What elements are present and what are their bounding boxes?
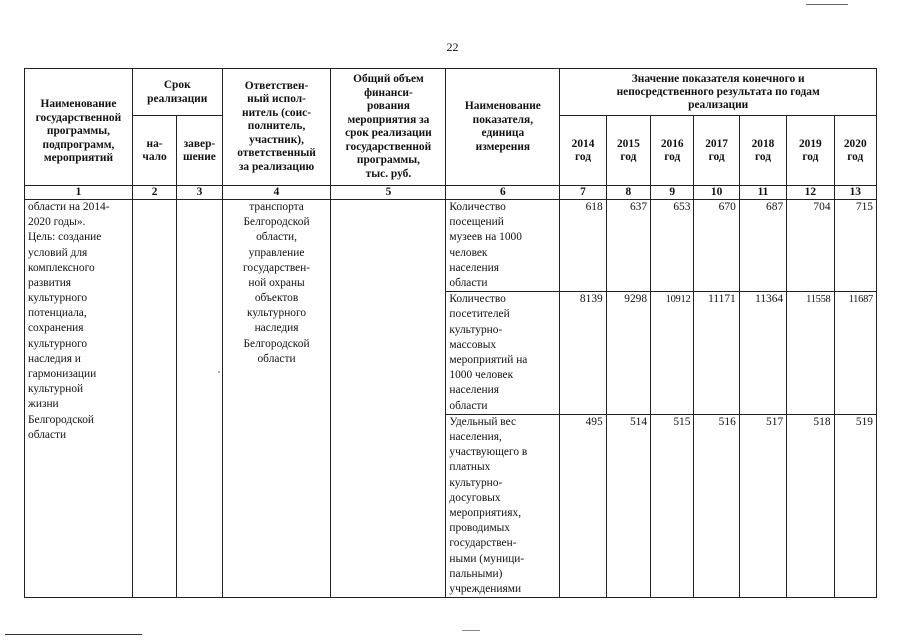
column-number: 13: [834, 186, 876, 200]
indicator-value: 653: [651, 200, 694, 292]
indicator-value: 515: [651, 414, 694, 597]
page-number: 22: [446, 40, 459, 54]
column-number: 8: [606, 186, 650, 200]
funding-cell: [331, 200, 446, 598]
indicator-value: 516: [694, 414, 739, 597]
indicator-value: 11558: [787, 292, 834, 415]
header-year: 2015 год: [606, 116, 650, 186]
column-number: 9: [651, 186, 694, 200]
scan-bottom-mark: [462, 630, 480, 631]
indicator-name: Удельный вес населения, участвующего в платных культурно- досуговых мероприятиях, проводимых государствен- ными (муници- пальными) учреждениями: [446, 414, 560, 597]
program-name-cell: [25, 200, 133, 598]
column-number: 7: [560, 186, 606, 200]
column-number: 3: [177, 186, 222, 200]
column-number: 11: [739, 186, 786, 200]
column-number: 5: [331, 186, 446, 200]
header-term-label: Срок реализации: [147, 78, 208, 105]
column-number: 4: [222, 186, 331, 200]
indicator-name: Количество посещений музеев на 1000 человек населения области: [446, 200, 560, 292]
header-year: 2017 год: [694, 116, 739, 186]
indicator-value: 514: [606, 414, 650, 597]
indicator-value: 11171: [694, 292, 739, 415]
indicator-value: 687: [739, 200, 786, 292]
indicator-value: 618: [560, 200, 606, 292]
program-name-text: культурного потенциала, сохранения культурного наследия и гармонизации культурной жизни: [28, 292, 97, 411]
indicator-value: 10912: [651, 292, 694, 415]
scan-speck: [218, 371, 220, 373]
responsible-cell: [222, 200, 331, 598]
column-number: 2: [132, 186, 176, 200]
column-number: 6: [446, 186, 560, 200]
program-name-text: Белгородской области: [28, 414, 95, 442]
indicator-value: 8139: [560, 292, 606, 415]
indicator-value: 495: [560, 414, 606, 597]
indicator-value: 519: [834, 414, 876, 597]
indicator-value: 517: [739, 414, 786, 597]
indicator-value: 670: [694, 200, 739, 292]
term-start-cell: [132, 200, 176, 598]
header-year: 2016 год: [651, 116, 694, 186]
responsible-text: объектов культурного наследия Белгородской области: [243, 292, 310, 365]
header-term-end: завер- шение: [177, 116, 222, 186]
header-year: 2019 год: [787, 116, 834, 186]
indicator-value: 9298: [606, 292, 650, 415]
column-number: 1: [25, 186, 133, 200]
column-number: 10: [694, 186, 739, 200]
header-values: Значение показателя конечного и непосредственного результата по годам реализации: [560, 69, 877, 116]
header-responsible: Ответствен- ный испол- нитель (соис- полнитель, участник), ответственный за реализацию: [222, 69, 331, 186]
header-year: 2020 год: [834, 116, 876, 186]
header-year: 2014 год: [560, 116, 606, 186]
indicator-value: 637: [606, 200, 650, 292]
header-indicator-name: Наименование показателя, единица измерения: [446, 69, 560, 186]
indicator-value: 715: [834, 200, 876, 292]
program-name-text: области на 2014- 2020 годы». Цель: создание условий для комплексного развития: [28, 201, 110, 290]
header-year: 2018 год: [739, 116, 786, 186]
header-program-name: Наименование государственной программы, подпрограмм, мероприятий: [25, 69, 133, 186]
indicator-value: 11687: [834, 292, 876, 415]
indicator-table: [24, 68, 877, 598]
header-term: [132, 69, 222, 116]
indicator-value: 518: [787, 414, 834, 597]
indicator-name: Количество посетителей культурно- массовых мероприятий на 1000 человек населения области: [446, 292, 560, 415]
responsible-text: транспорта Белгородской области, управление государствен- ной охраны: [242, 201, 311, 290]
indicator-value: 704: [787, 200, 834, 292]
footnote-separator-line: [5, 634, 142, 635]
scan-top-line: [806, 4, 848, 5]
indicator-value: 11364: [739, 292, 786, 415]
term-end-cell: [177, 200, 222, 598]
header-term-start: на- чало: [132, 116, 176, 186]
column-number: 12: [787, 186, 834, 200]
header-funding: Общий объем финанси- рования мероприятия за срок реализации государственной программы, тыс. руб.: [331, 69, 446, 186]
